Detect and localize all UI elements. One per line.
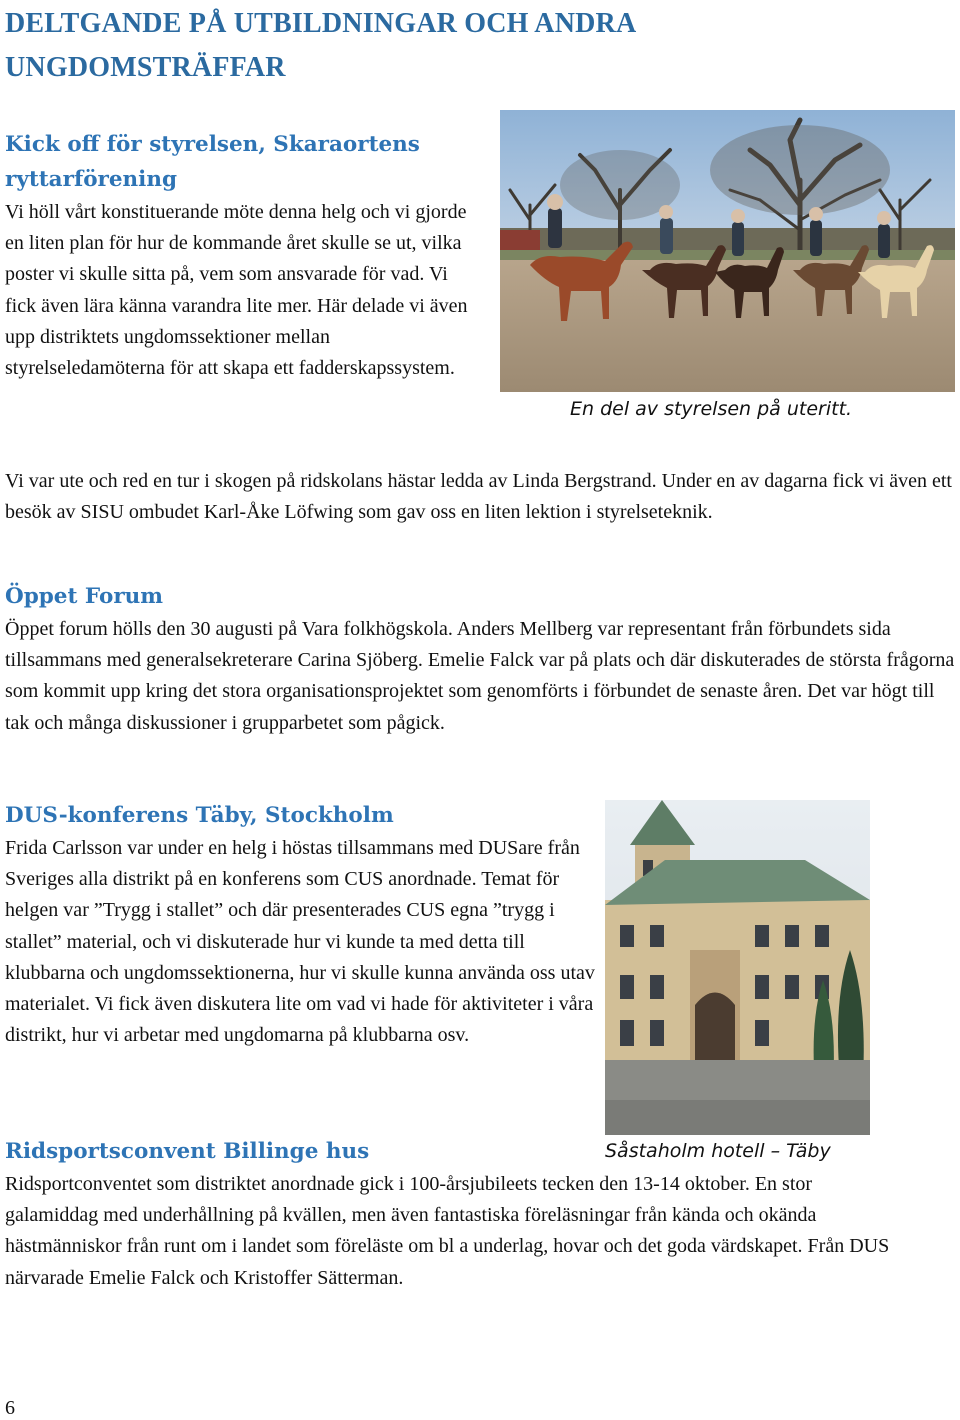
kickoff-paragraph-2: Vi var ute och red en tur i skogen på ridskolans hästar ledda av Linda Bergstrand. Under en av dagarna fick vi även ett besök av SISU ombudet Karl-Åke Löfwing som gav oss en liten lektion i styrelseteknik.: [5, 470, 952, 524]
forum-paragraph: Öppet forum hölls den 30 augusti på Vara folkhögskola. Anders Mellberg var representant från förbundets sida tillsammans med generalsekreterare Carina Sjöberg. Emelie Falck var på plats och där diskuterades de största frågorna som kommit upp kring det stora organisationsprojektet som genomförts i förbundet de senaste åren. Det var högt till tak och många diskussioner i grupparbetet som pågick.: [5, 618, 955, 734]
convent-paragraph: Ridsportconventet som distriktet anordnade gick i 100-årsjubileets tecken den 13-14 oktober. En stor galamiddag med underhållning på kvällen, men även fantastiska föreläsningar från kända och okända hästmänniskor från runt om i landet som föreläste om bl a underlag, hovar och det goda värdskapet. Från DUS närvarade Emelie Falck och Kristoffer Sätterman.: [5, 1173, 890, 1289]
page-title: DELTGANDE PÅ UTBILDNINGAR OCH ANDRA UNGDOMSTRÄFFAR: [5, 8, 635, 83]
kickoff-paragraph-1: Vi höll vårt konstituerande möte denna helg och vi gjorde en liten plan för hur de kommande året skulle se ut, vilka poster vi skulle sitta på, vem som ansvarade för vad. Vi fick även lära känna varandra lite mer. Här delade vi även upp distriktets ungdomssektioner mellan styrelseledamöterna för att skapa ett fadderskapssystem.: [5, 201, 468, 380]
horses-photo-caption: En del av styrelsen på uteritt.: [570, 398, 853, 420]
hotel-building-photo: [605, 800, 870, 1135]
hotel-photo-caption: Såstaholm hotell – Täby: [605, 1140, 831, 1162]
kickoff-heading: Kick off för styrelsen, Skaraortens ryttarförening: [5, 132, 420, 192]
dus-paragraph: Frida Carlsson var under en helg i höstas tillsammans med DUSare från Sveriges alla distrikt på en konferens som CUS anordnade. Temat för helgen var ”Trygg i stallet” och där presenterades CUS egna ”trygg i stallet” material, och vi diskuterade hur vi kunde ta med detta till klubbarna och ungdomssektionerna, hur vi skulle kunna använda oss utav materialet. Vi fick även diskutera lite om vad vi hade för aktiviteter i våra distrikt, hur vi arbetar med ungdomarna på klubbarna osv.: [5, 837, 595, 1047]
convent-heading: Ridsportsconvent Billinge hus: [5, 1139, 370, 1164]
horses-riders-photo: [500, 110, 955, 392]
page-number: 6: [5, 1397, 15, 1419]
forum-heading: Öppet Forum: [5, 584, 164, 609]
dus-heading: DUS-konferens Täby, Stockholm: [5, 803, 394, 828]
